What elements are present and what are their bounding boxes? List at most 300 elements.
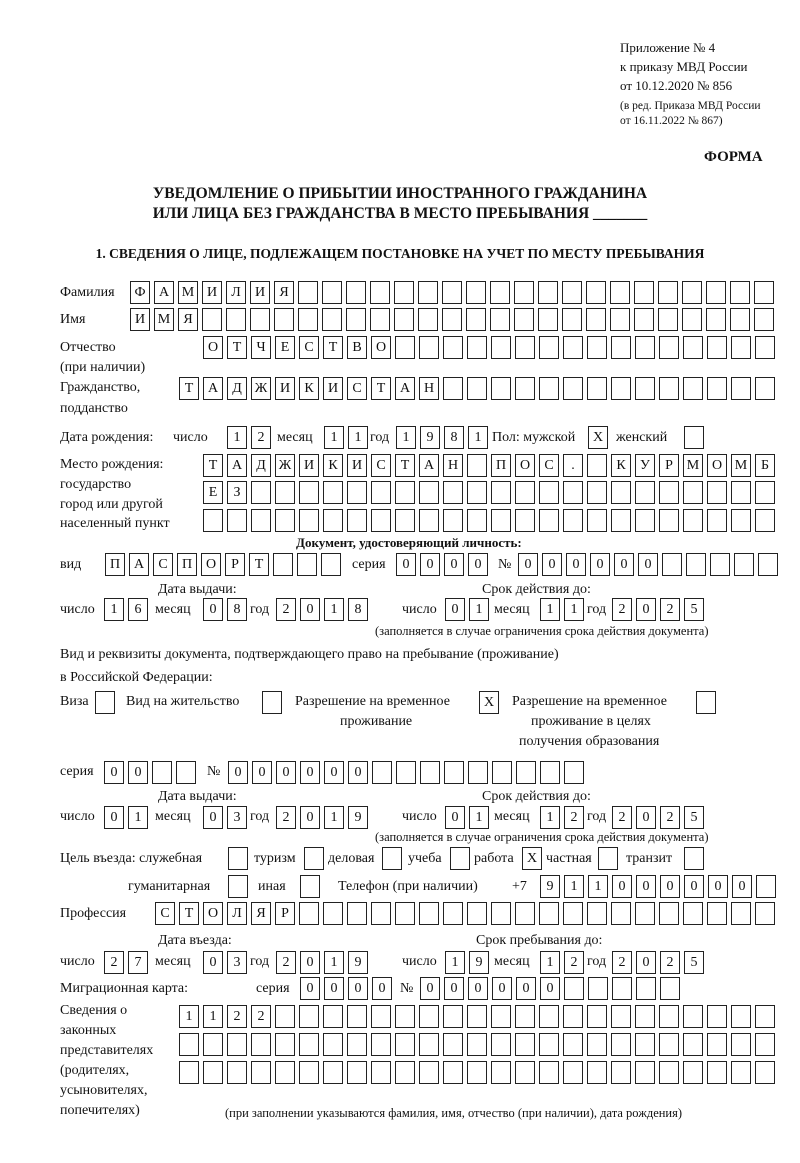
reps3-char-box[interactable] [227,1061,247,1084]
name-char-box[interactable] [442,308,462,331]
surname-char-box[interactable] [658,281,678,304]
stay-day-char-box[interactable]: 9 [469,951,489,974]
stay-month-char-box[interactable]: 2 [564,951,584,974]
patronymic-char-box[interactable] [467,336,487,359]
birthplace1-char-box[interactable]: . [563,454,583,477]
birthplace2-char-box[interactable]: З [227,481,247,504]
profession-char-box[interactable] [563,902,583,925]
patronymic-char-box[interactable]: О [371,336,391,359]
citizenship-char-box[interactable]: Т [371,377,391,400]
birthplace1-char-box[interactable]: Б [755,454,775,477]
permit-number-char-box[interactable] [516,761,536,784]
birthplace2-char-box[interactable] [467,481,487,504]
reps3-char-box[interactable] [419,1061,439,1084]
birthplace2-char-box[interactable] [347,481,367,504]
citizenship-char-box[interactable] [731,377,751,400]
mc-number-char-box[interactable]: 0 [444,977,464,1000]
mc-number-char-box[interactable] [636,977,656,1000]
permit-series-char-box[interactable] [152,761,172,784]
phone-char-box[interactable]: 9 [540,875,560,898]
permit-number-char-box[interactable]: 0 [348,761,368,784]
birth-year-char-box[interactable]: 1 [468,426,488,449]
name-char-box[interactable] [394,308,414,331]
id-kind-char-box[interactable]: Р [225,553,245,576]
name-char-box[interactable] [730,308,750,331]
id-issue-day-char-box[interactable]: 1 [104,598,124,621]
id-kind-char-box[interactable]: Т [249,553,269,576]
reps2-char-box[interactable] [203,1033,223,1056]
reps2-char-box[interactable] [395,1033,415,1056]
surname-char-box[interactable] [418,281,438,304]
surname-char-box[interactable] [754,281,774,304]
mc-series-char-box[interactable]: 0 [300,977,320,1000]
reps3-char-box[interactable] [395,1061,415,1084]
name-char-box[interactable] [346,308,366,331]
mc-number-char-box[interactable] [660,977,680,1000]
name-char-box[interactable] [466,308,486,331]
reps2-char-box[interactable] [419,1033,439,1056]
phone-char-box[interactable]: 1 [588,875,608,898]
birthplace3-char-box[interactable] [515,509,535,532]
profession-char-box[interactable] [443,902,463,925]
birthplace3-char-box[interactable] [275,509,295,532]
patronymic-char-box[interactable] [443,336,463,359]
id-number-char-box[interactable] [710,553,730,576]
patronymic-char-box[interactable] [683,336,703,359]
reps1-char-box[interactable] [755,1005,775,1028]
profession-char-box[interactable] [755,902,775,925]
entry-year-char-box[interactable]: 9 [348,951,368,974]
reps1-char-box[interactable] [371,1005,391,1028]
reps2-char-box[interactable] [611,1033,631,1056]
profession-char-box[interactable]: С [155,902,175,925]
permit-number-char-box[interactable] [396,761,416,784]
reps1-char-box[interactable] [275,1005,295,1028]
profession-char-box[interactable] [491,902,511,925]
patronymic-char-box[interactable] [587,336,607,359]
mc-series-char-box[interactable]: 0 [324,977,344,1000]
reps3-char-box[interactable] [467,1061,487,1084]
id-number-char-box[interactable] [758,553,778,576]
permit-number-char-box[interactable]: 0 [300,761,320,784]
permit-valid-month-char-box[interactable]: 2 [564,806,584,829]
birthplace1-char-box[interactable]: Т [395,454,415,477]
citizenship-char-box[interactable] [491,377,511,400]
id-kind-char-box[interactable] [297,553,317,576]
birthplace1-char-box[interactable]: Ж [275,454,295,477]
surname-char-box[interactable] [586,281,606,304]
birthplace1-char-box[interactable]: О [707,454,727,477]
permit-number-char-box[interactable] [492,761,512,784]
name-char-box[interactable]: И [130,308,150,331]
name-char-box[interactable] [418,308,438,331]
birthplace1-char-box[interactable]: С [371,454,391,477]
reps1-char-box[interactable] [539,1005,559,1028]
reps3-char-box[interactable] [563,1061,583,1084]
surname-char-box[interactable] [490,281,510,304]
citizenship-char-box[interactable]: А [395,377,415,400]
reps2-char-box[interactable] [683,1033,703,1056]
birthplace3-char-box[interactable] [395,509,415,532]
birthplace3-char-box[interactable] [443,509,463,532]
birthplace3-char-box[interactable] [611,509,631,532]
residence-checkbox[interactable] [262,691,282,714]
entry-year-char-box[interactable]: 1 [324,951,344,974]
birthplace2-char-box[interactable] [707,481,727,504]
id-issue-month-char-box[interactable]: 8 [227,598,247,621]
citizenship-char-box[interactable] [563,377,583,400]
name-char-box[interactable] [370,308,390,331]
citizenship-char-box[interactable]: Т [179,377,199,400]
reps3-char-box[interactable] [659,1061,679,1084]
stay-year-char-box[interactable]: 2 [660,951,680,974]
temp-edu-checkbox[interactable] [696,691,716,714]
stay-day-char-box[interactable]: 1 [445,951,465,974]
surname-char-box[interactable] [298,281,318,304]
birthplace3-char-box[interactable] [755,509,775,532]
birthplace2-char-box[interactable] [371,481,391,504]
reps3-char-box[interactable] [707,1061,727,1084]
permit-series-char-box[interactable]: 0 [128,761,148,784]
id-series-char-box[interactable]: 0 [420,553,440,576]
profession-char-box[interactable]: Я [251,902,271,925]
profession-char-box[interactable] [323,902,343,925]
birthplace2-char-box[interactable] [563,481,583,504]
permit-valid-year-char-box[interactable]: 2 [612,806,632,829]
reps2-char-box[interactable] [371,1033,391,1056]
birthplace1-char-box[interactable]: П [491,454,511,477]
permit-number-char-box[interactable]: 0 [228,761,248,784]
temp-residence-checkbox[interactable]: X [479,691,499,714]
name-char-box[interactable] [274,308,294,331]
birthplace1-char-box[interactable] [467,454,487,477]
profession-char-box[interactable] [707,902,727,925]
permit-issue-year-char-box[interactable]: 9 [348,806,368,829]
stay-year-char-box[interactable]: 0 [636,951,656,974]
birthplace2-char-box[interactable] [299,481,319,504]
patronymic-char-box[interactable] [635,336,655,359]
reps2-char-box[interactable] [755,1033,775,1056]
patronymic-char-box[interactable]: Е [275,336,295,359]
reps3-char-box[interactable] [443,1061,463,1084]
surname-char-box[interactable] [610,281,630,304]
birthplace1-char-box[interactable]: А [227,454,247,477]
patronymic-char-box[interactable]: Т [323,336,343,359]
birth-month-char-box[interactable]: 1 [324,426,344,449]
purpose-tourism-checkbox[interactable] [304,847,324,870]
reps2-char-box[interactable] [251,1033,271,1056]
reps3-char-box[interactable] [731,1061,751,1084]
birthplace3-char-box[interactable] [323,509,343,532]
birthplace1-char-box[interactable]: С [539,454,559,477]
birthplace2-char-box[interactable] [587,481,607,504]
entry-year-char-box[interactable]: 2 [276,951,296,974]
profession-char-box[interactable] [347,902,367,925]
reps2-char-box[interactable] [587,1033,607,1056]
surname-char-box[interactable]: А [154,281,174,304]
name-char-box[interactable] [298,308,318,331]
birthplace3-char-box[interactable] [227,509,247,532]
id-issue-year-char-box[interactable]: 2 [276,598,296,621]
patronymic-char-box[interactable]: В [347,336,367,359]
reps3-char-box[interactable] [371,1061,391,1084]
surname-char-box[interactable]: И [202,281,222,304]
purpose-work-checkbox[interactable]: X [522,847,542,870]
sex-female-checkbox[interactable] [684,426,704,449]
id-number-char-box[interactable]: 0 [614,553,634,576]
surname-char-box[interactable] [562,281,582,304]
birthplace2-char-box[interactable] [515,481,535,504]
citizenship-char-box[interactable]: А [203,377,223,400]
birthplace2-char-box[interactable] [251,481,271,504]
id-number-char-box[interactable]: 0 [518,553,538,576]
birthplace3-char-box[interactable] [371,509,391,532]
mc-number-char-box[interactable]: 0 [516,977,536,1000]
profession-char-box[interactable] [731,902,751,925]
birthplace2-char-box[interactable] [683,481,703,504]
entry-month-char-box[interactable]: 0 [203,951,223,974]
name-char-box[interactable] [202,308,222,331]
id-kind-char-box[interactable]: С [153,553,173,576]
birthplace2-char-box[interactable] [419,481,439,504]
name-char-box[interactable] [658,308,678,331]
reps1-char-box[interactable] [611,1005,631,1028]
reps1-char-box[interactable] [347,1005,367,1028]
profession-char-box[interactable] [299,902,319,925]
patronymic-char-box[interactable] [611,336,631,359]
permit-issue-year-char-box[interactable]: 1 [324,806,344,829]
id-valid-day-char-box[interactable]: 0 [445,598,465,621]
citizenship-char-box[interactable]: К [299,377,319,400]
reps1-char-box[interactable] [299,1005,319,1028]
profession-char-box[interactable] [419,902,439,925]
citizenship-char-box[interactable] [443,377,463,400]
birthplace3-char-box[interactable] [731,509,751,532]
birthplace3-char-box[interactable] [539,509,559,532]
birthplace1-char-box[interactable]: И [347,454,367,477]
reps2-char-box[interactable] [491,1033,511,1056]
citizenship-char-box[interactable]: Ж [251,377,271,400]
birth-year-char-box[interactable]: 1 [396,426,416,449]
citizenship-char-box[interactable] [611,377,631,400]
id-valid-year-char-box[interactable]: 2 [660,598,680,621]
permit-number-char-box[interactable] [564,761,584,784]
surname-char-box[interactable] [682,281,702,304]
patronymic-char-box[interactable] [491,336,511,359]
purpose-study-checkbox[interactable] [450,847,470,870]
permit-issue-year-char-box[interactable]: 0 [300,806,320,829]
name-char-box[interactable] [562,308,582,331]
reps2-char-box[interactable] [299,1033,319,1056]
birthplace3-char-box[interactable] [467,509,487,532]
reps3-char-box[interactable] [323,1061,343,1084]
id-valid-month-char-box[interactable]: 1 [540,598,560,621]
reps3-char-box[interactable] [539,1061,559,1084]
reps3-char-box[interactable] [491,1061,511,1084]
surname-char-box[interactable]: И [250,281,270,304]
patronymic-char-box[interactable] [707,336,727,359]
birth-year-char-box[interactable]: 8 [444,426,464,449]
reps1-char-box[interactable] [683,1005,703,1028]
surname-char-box[interactable]: Ф [130,281,150,304]
phone-char-box[interactable]: 0 [684,875,704,898]
id-issue-year-char-box[interactable]: 1 [324,598,344,621]
reps1-char-box[interactable] [707,1005,727,1028]
reps1-char-box[interactable] [395,1005,415,1028]
reps1-char-box[interactable]: 1 [203,1005,223,1028]
name-char-box[interactable] [634,308,654,331]
surname-char-box[interactable]: М [178,281,198,304]
name-char-box[interactable] [610,308,630,331]
reps1-char-box[interactable] [659,1005,679,1028]
birthplace1-char-box[interactable]: О [515,454,535,477]
profession-char-box[interactable] [467,902,487,925]
mc-number-char-box[interactable]: 0 [420,977,440,1000]
purpose-transit-checkbox[interactable] [684,847,704,870]
id-kind-char-box[interactable]: О [201,553,221,576]
reps3-char-box[interactable] [683,1061,703,1084]
permit-number-char-box[interactable] [372,761,392,784]
mc-number-char-box[interactable]: 0 [468,977,488,1000]
birthplace2-char-box[interactable] [443,481,463,504]
profession-char-box[interactable] [635,902,655,925]
phone-char-box[interactable]: 0 [636,875,656,898]
birthplace2-char-box[interactable] [731,481,751,504]
birthplace3-char-box[interactable] [587,509,607,532]
permit-valid-month-char-box[interactable]: 1 [540,806,560,829]
permit-issue-day-char-box[interactable]: 0 [104,806,124,829]
permit-number-char-box[interactable] [540,761,560,784]
reps2-char-box[interactable] [635,1033,655,1056]
birthplace2-char-box[interactable] [755,481,775,504]
permit-number-char-box[interactable] [468,761,488,784]
purpose-humanitarian-checkbox[interactable] [228,875,248,898]
birthplace1-char-box[interactable]: А [419,454,439,477]
id-valid-year-char-box[interactable]: 5 [684,598,704,621]
reps2-char-box[interactable] [539,1033,559,1056]
id-valid-day-char-box[interactable]: 1 [469,598,489,621]
birthplace3-char-box[interactable] [683,509,703,532]
name-char-box[interactable] [226,308,246,331]
permit-issue-month-char-box[interactable]: 0 [203,806,223,829]
reps1-char-box[interactable] [491,1005,511,1028]
profession-char-box[interactable] [659,902,679,925]
patronymic-char-box[interactable] [659,336,679,359]
permit-valid-day-char-box[interactable]: 1 [469,806,489,829]
reps2-char-box[interactable] [275,1033,295,1056]
patronymic-char-box[interactable]: О [203,336,223,359]
birthplace3-char-box[interactable] [635,509,655,532]
profession-char-box[interactable]: О [203,902,223,925]
purpose-official-checkbox[interactable] [228,847,248,870]
id-issue-month-char-box[interactable]: 0 [203,598,223,621]
surname-char-box[interactable] [466,281,486,304]
name-char-box[interactable] [250,308,270,331]
surname-char-box[interactable] [322,281,342,304]
permit-valid-year-char-box[interactable]: 5 [684,806,704,829]
reps1-char-box[interactable] [323,1005,343,1028]
citizenship-char-box[interactable] [683,377,703,400]
reps1-char-box[interactable]: 1 [179,1005,199,1028]
profession-char-box[interactable]: Р [275,902,295,925]
permit-valid-day-char-box[interactable]: 0 [445,806,465,829]
reps1-char-box[interactable] [419,1005,439,1028]
visa-checkbox[interactable] [95,691,115,714]
reps2-char-box[interactable] [707,1033,727,1056]
birthplace2-char-box[interactable] [611,481,631,504]
surname-char-box[interactable] [730,281,750,304]
reps2-char-box[interactable] [467,1033,487,1056]
surname-char-box[interactable] [634,281,654,304]
permit-series-char-box[interactable]: 0 [104,761,124,784]
citizenship-char-box[interactable]: Н [419,377,439,400]
mc-series-char-box[interactable]: 0 [372,977,392,1000]
name-char-box[interactable] [490,308,510,331]
birthplace2-char-box[interactable] [539,481,559,504]
entry-day-char-box[interactable]: 2 [104,951,124,974]
reps3-char-box[interactable] [251,1061,271,1084]
purpose-private-checkbox[interactable] [598,847,618,870]
permit-number-char-box[interactable]: 0 [252,761,272,784]
id-valid-month-char-box[interactable]: 1 [564,598,584,621]
reps2-char-box[interactable] [659,1033,679,1056]
birthplace3-char-box[interactable] [419,509,439,532]
id-number-char-box[interactable]: 0 [566,553,586,576]
reps3-char-box[interactable] [347,1061,367,1084]
stay-year-char-box[interactable]: 2 [612,951,632,974]
reps1-char-box[interactable] [587,1005,607,1028]
patronymic-char-box[interactable]: С [299,336,319,359]
surname-char-box[interactable] [442,281,462,304]
phone-char-box[interactable]: 0 [612,875,632,898]
phone-char-box[interactable]: 0 [732,875,752,898]
birthplace1-char-box[interactable]: У [635,454,655,477]
entry-day-char-box[interactable]: 7 [128,951,148,974]
mc-number-char-box[interactable] [588,977,608,1000]
id-kind-char-box[interactable] [321,553,341,576]
surname-char-box[interactable]: Л [226,281,246,304]
birthplace3-char-box[interactable] [491,509,511,532]
phone-char-box[interactable]: 0 [660,875,680,898]
id-number-char-box[interactable]: 0 [542,553,562,576]
profession-char-box[interactable] [395,902,415,925]
id-kind-char-box[interactable]: А [129,553,149,576]
phone-char-box[interactable]: 1 [564,875,584,898]
name-char-box[interactable]: Я [178,308,198,331]
patronymic-char-box[interactable] [563,336,583,359]
patronymic-char-box[interactable] [515,336,535,359]
patronymic-char-box[interactable] [419,336,439,359]
sex-male-checkbox[interactable]: X [588,426,608,449]
birthplace1-char-box[interactable]: Н [443,454,463,477]
stay-year-char-box[interactable]: 5 [684,951,704,974]
reps1-char-box[interactable] [563,1005,583,1028]
phone-char-box[interactable]: 0 [708,875,728,898]
permit-number-char-box[interactable]: 0 [324,761,344,784]
surname-char-box[interactable]: Я [274,281,294,304]
permit-valid-year-char-box[interactable]: 2 [660,806,680,829]
id-series-char-box[interactable]: 0 [468,553,488,576]
reps3-char-box[interactable] [515,1061,535,1084]
id-kind-char-box[interactable]: П [177,553,197,576]
birthplace3-char-box[interactable] [251,509,271,532]
permit-issue-day-char-box[interactable]: 1 [128,806,148,829]
reps1-char-box[interactable] [467,1005,487,1028]
name-char-box[interactable] [538,308,558,331]
surname-char-box[interactable] [346,281,366,304]
name-char-box[interactable] [586,308,606,331]
patronymic-char-box[interactable] [755,336,775,359]
